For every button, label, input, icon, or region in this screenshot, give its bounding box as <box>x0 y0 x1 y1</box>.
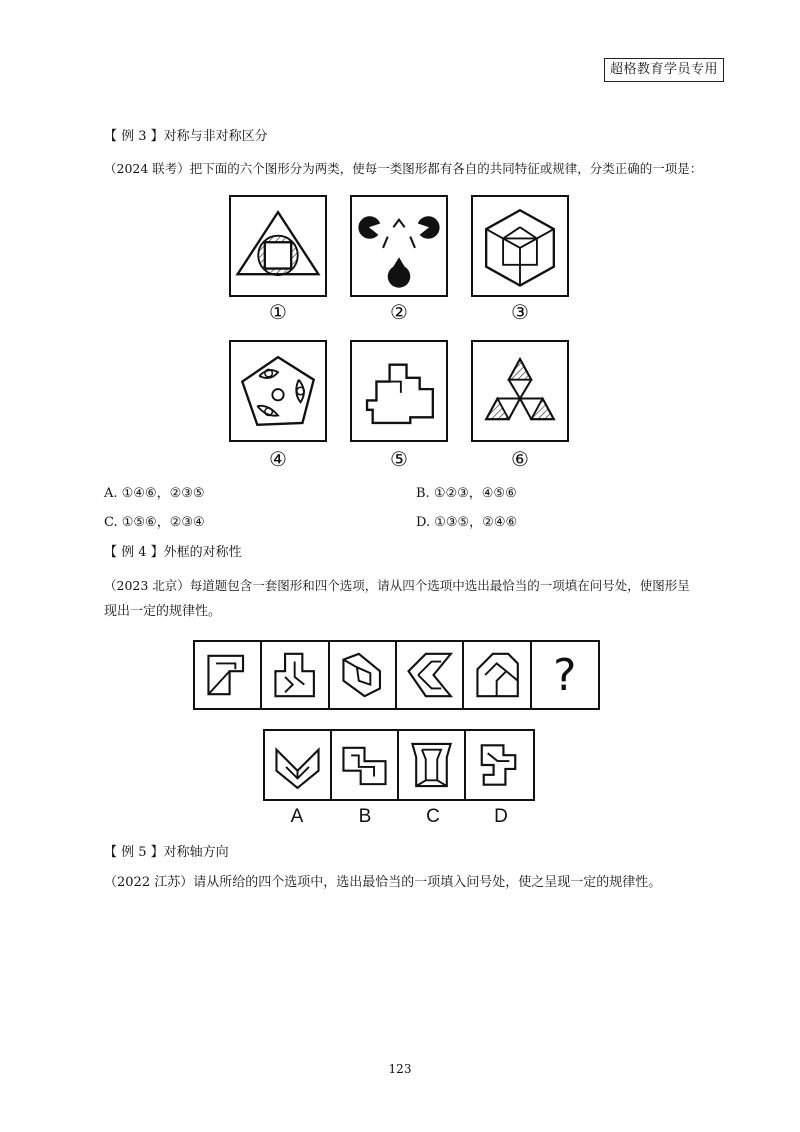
question-mark-cell <box>532 642 598 708</box>
figure-label-4: ④ <box>269 447 287 471</box>
example-3-title: 【 例 3 】对称与非对称区分 <box>104 129 268 144</box>
option-label-b: B <box>358 806 372 827</box>
option-c[interactable]: C. ①⑤⑥，②③④ <box>104 515 205 530</box>
figure-label-5: ⑤ <box>390 447 408 471</box>
sequence-figure-1 <box>195 642 262 708</box>
sequence-figure-4 <box>397 642 464 708</box>
example-4-title: 【 例 4 】外框的对称性 <box>104 545 242 560</box>
example-4-question-line-2: 现出一定的规律性。 <box>104 604 222 619</box>
question-mark: ? <box>553 649 577 701</box>
figure-1 <box>229 195 327 297</box>
sequence-figure-3 <box>330 642 397 708</box>
example-4-options <box>263 729 535 801</box>
example-5-question: （2022 江苏）请从所给的四个选项中，选出最恰当的一项填入问号处，使之呈现一定的规律性。 <box>104 875 662 890</box>
figure-2 <box>350 195 448 297</box>
option-figure-c[interactable] <box>399 731 466 799</box>
figure-label-6: ⑥ <box>511 447 529 471</box>
page-number: 123 <box>388 1062 412 1076</box>
sequence-figure-2 <box>262 642 329 708</box>
option-label-a: A <box>290 806 304 827</box>
option-d[interactable]: D. ①③⑤，②④⑥ <box>416 515 518 530</box>
figure-3 <box>471 195 569 297</box>
header-badge: 超格教育学员专用 <box>604 58 724 82</box>
option-figure-d[interactable] <box>466 731 533 799</box>
option-figure-b[interactable] <box>332 731 399 799</box>
example-5-title: 【 例 5 】对称轴方向 <box>104 845 229 860</box>
figure-label-1: ① <box>269 300 287 324</box>
option-label-d: D <box>494 806 508 827</box>
example-3-question: （2024 联考）把下面的六个图形分为两类，使每一类图形都有各自的共同特征或规律，分类正确的一项是： <box>104 161 703 176</box>
option-label-c: C <box>426 806 440 827</box>
option-figure-a[interactable] <box>265 731 332 799</box>
figure-5 <box>350 340 448 442</box>
figure-label-3: ③ <box>511 300 529 324</box>
figure-4 <box>229 340 327 442</box>
example-4-question-line-1: （2023 北京）每道题包含一套图形和四个选项，请从四个选项中选出最恰当的一项填在问号处，使图形呈 <box>104 578 690 593</box>
option-b[interactable]: B. ①②③，④⑤⑥ <box>416 486 517 501</box>
figure-6 <box>471 340 569 442</box>
example-4-sequence <box>193 640 600 710</box>
option-a[interactable]: A. ①④⑥，②③⑤ <box>104 486 205 501</box>
sequence-figure-5 <box>464 642 531 708</box>
figure-label-2: ② <box>390 300 408 324</box>
